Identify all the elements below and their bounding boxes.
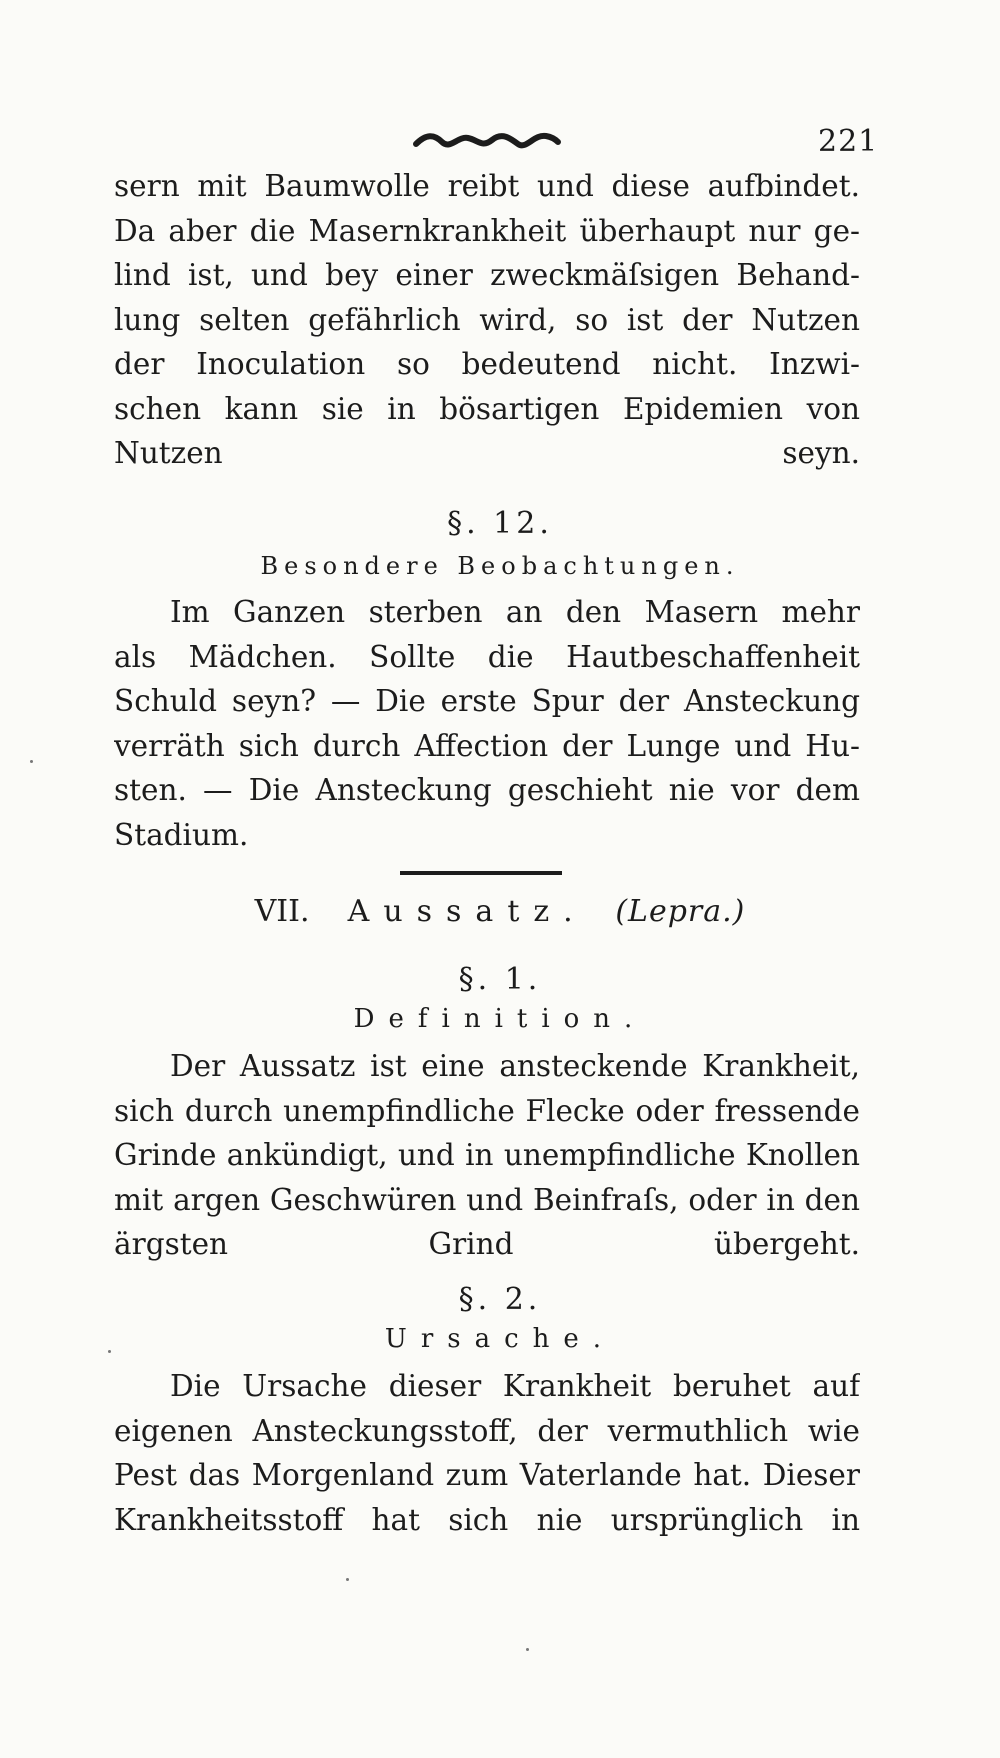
text-line: Krankheitsstoff hat sich nie ursprünglich in	[114, 1502, 860, 1537]
paragraph-continuation	[114, 164, 860, 476]
text-line: sich durch unempfindliche Flecke oder fressende	[114, 1093, 860, 1128]
chapter-divider	[400, 871, 562, 875]
section-12-text	[114, 590, 860, 857]
section-mark: §. 1.	[458, 962, 542, 997]
text-line: verräth sich durch Affection der Lunge und Hu-	[114, 728, 860, 763]
text-line: Grinde ankündigt, und in unempfindliche Knollen	[114, 1138, 860, 1172]
text-line: sern mit Baumwolle reibt und diese aufbindet.	[114, 169, 860, 203]
text-line: lung selten gefährlich wird, so ist der Nutzen	[114, 302, 860, 337]
section-mark: §. 12.	[447, 506, 553, 541]
text-line: eigenen Ansteckungsstoff, der vermuthlich wie	[114, 1413, 860, 1448]
paper-speck	[526, 1648, 529, 1651]
section-heading: Besondere Beobachtungen.	[260, 552, 740, 580]
text-line: Da aber die Masernkrankheit überhaupt nur ge-	[114, 213, 860, 248]
section-heading: Ursache.	[384, 1324, 616, 1354]
text-line: der Inoculation so bedeutend nicht. Inzwi-	[114, 347, 860, 381]
text-line: Schuld seyn? — Die erste Spur der Ansteckung	[114, 684, 860, 718]
ornament-icon	[412, 128, 562, 154]
paper-speck	[30, 760, 33, 763]
text-line: Nutzen seyn.	[114, 436, 860, 470]
text-line: ärgsten Grind übergeht.	[114, 1227, 860, 1261]
text-line: Die Ursache dieser Krankheit beruhet auf	[170, 1369, 860, 1403]
section-2-text	[114, 1364, 860, 1542]
chapter-numeral: VII.	[254, 894, 310, 929]
text-line: Pest das Morgenland zum Vaterlande hat. Dieser	[114, 1458, 860, 1492]
section-mark: §. 2.	[458, 1282, 542, 1317]
text-line: mit argen Geschwüren und Beinfraſs, oder in den	[114, 1182, 860, 1217]
page-number: 221	[818, 124, 879, 159]
text-line: sten. — Die Ansteckung geschieht nie vor dem	[114, 773, 860, 807]
text-line: Stadium.	[114, 817, 249, 852]
chapter-title	[0, 894, 1000, 929]
page-header	[0, 124, 1000, 168]
chapter-name: Aussatz.	[347, 894, 587, 929]
text-line: Im Ganzen sterben an den Masern mehr	[170, 595, 860, 629]
text-line: schen kann sie in bösartigen Epidemien von	[114, 391, 860, 426]
paper-speck	[108, 1350, 111, 1353]
text-line: lind ist, und bey einer zweckmäſsigen Behand-	[114, 258, 860, 292]
chapter-latin-name: (Lepra.)	[615, 894, 746, 929]
section-1-text	[114, 1044, 860, 1267]
section-heading: Definition.	[353, 1004, 647, 1034]
text-line: als Mädchen. Sollte die Hautbeschaffenheit	[114, 639, 860, 674]
text-line: Der Aussatz ist eine ansteckende Krankheit,	[170, 1049, 860, 1083]
paper-speck	[346, 1578, 349, 1581]
